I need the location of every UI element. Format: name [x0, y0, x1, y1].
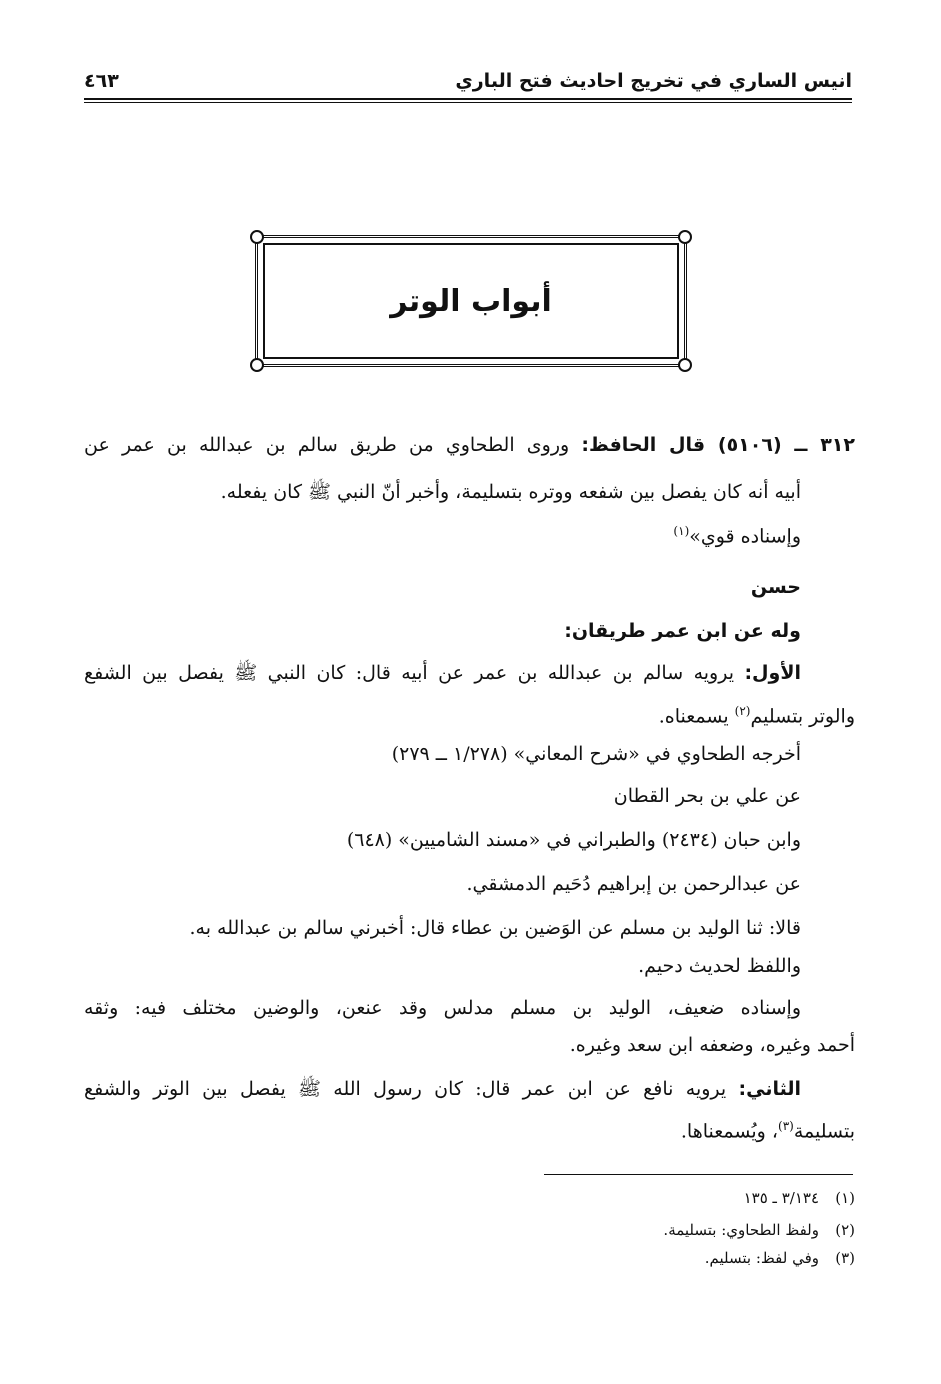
- second-path-line-1: [84, 1075, 801, 1103]
- footnote-1: [744, 1187, 855, 1209]
- takhrij-line-4: عن عبدالرحمن بن إبراهيم دُحَيم الدمشقي.: [466, 873, 801, 895]
- chapter-title-frame: [255, 235, 687, 367]
- entry-line-1: [84, 431, 855, 459]
- takhrij-line-6: واللفظ لحديث دحيم.: [638, 955, 801, 977]
- footnote-ref-1: (١): [673, 524, 690, 538]
- entry-head: ٣١٢ ــ (٥١٠٦) قال الحافظ:: [581, 434, 855, 456]
- first-path-line-1: [84, 659, 801, 687]
- page-number: ٤٦٣: [84, 70, 119, 92]
- second-path-text-2a: بتسليمة: [793, 1120, 855, 1143]
- footnote-text: ولفظ الطحاوي: بتسليمة.: [663, 1221, 819, 1239]
- takhrij-line-5: قالا: ثنا الوليد بن مسلم عن الوَضين بن عطاء قال: أخبرني سالم بن عبدالله به.: [189, 917, 801, 939]
- entry-line-3: [673, 517, 801, 550]
- first-path-text-1: يرويه سالم بن عبدالله بن عمر عن أبيه قال: كان النبي ﷺ يفصل بين الشفع: [84, 662, 734, 684]
- grade: [751, 573, 801, 601]
- second-path-text-2b: ، ويُسمعناها.: [680, 1120, 778, 1143]
- entry-line-2: أبيه أنه كان يفصل بين شفعه ووتره بتسليمة، وأخبر أنّ النبي ﷺ كان يفعله.: [220, 481, 801, 503]
- header-rule-thin: [84, 102, 852, 103]
- footnote-separator: [544, 1174, 853, 1175]
- second-path-line-2: [681, 1112, 855, 1145]
- footnote-number: (٣): [835, 1249, 855, 1267]
- takhrij-line-2: عن علي بن بحر القطان: [613, 785, 801, 807]
- takhrij-line-3: وابن حبان (٢٤٣٤) والطبراني في «مسند الشاميين» (٦٤٨): [346, 829, 801, 851]
- first-path-line-2: [659, 697, 855, 730]
- book-title: انيس الساري في تخريج احاديث فتح الباري: [455, 70, 852, 92]
- footnote-number: (٢): [835, 1221, 855, 1239]
- footnote-2: [663, 1219, 855, 1241]
- header-rule: [84, 98, 852, 100]
- footnote-ref-3: (٣): [778, 1119, 794, 1133]
- first-path-text-2b: يسمعناه.: [658, 705, 735, 728]
- footnote-text: وفي لفظ: بتسليم.: [704, 1249, 819, 1267]
- chapter-title: أبواب الوتر: [390, 283, 552, 319]
- footnote-number: (١): [835, 1189, 855, 1207]
- takhrij-line-1: أخرجه الطحاوي في «شرح المعاني» (١/٢٧٨ ــ ٢٧٩): [391, 743, 801, 765]
- frame-corner-ornament: [250, 358, 264, 372]
- entry-text-1: وروى الطحاوي من طريق سالم بن عبدالله بن عمر عن: [84, 434, 570, 456]
- first-path-text-2a: والوتر بتسليم: [750, 705, 855, 728]
- frame-corner-ornament: [250, 230, 264, 244]
- grade-text: حسن: [750, 576, 801, 598]
- second-path-text-1: يرويه نافع عن ابن عمر قال: كان رسول الله ﷺ يفصل بين الوتر والشفع: [84, 1078, 727, 1100]
- first-path-label: الأول:: [744, 662, 801, 684]
- frame-corner-ornament: [678, 230, 692, 244]
- paths-intro: [564, 617, 801, 645]
- footnote-3: [705, 1247, 855, 1269]
- entry-text-3: وإسناده قوي»: [689, 525, 801, 548]
- footnote-ref-2: (٢): [734, 704, 751, 718]
- isnad-line-2: أحمد وغيره، وضعفه ابن سعد وغيره.: [569, 1034, 855, 1056]
- running-header: [84, 66, 852, 96]
- paths-intro-text: وله عن ابن عمر طريقان:: [564, 620, 801, 642]
- frame-corner-ornament: [678, 358, 692, 372]
- footnote-text: ٣/١٣٤ ـ ١٣٥: [743, 1189, 819, 1207]
- second-path-label: الثاني:: [738, 1078, 801, 1100]
- isnad-line-1: وإسناده ضعيف، الوليد بن مسلم مدلس وقد عنعن، والوضين مختلف فيه: وثقه: [84, 997, 801, 1019]
